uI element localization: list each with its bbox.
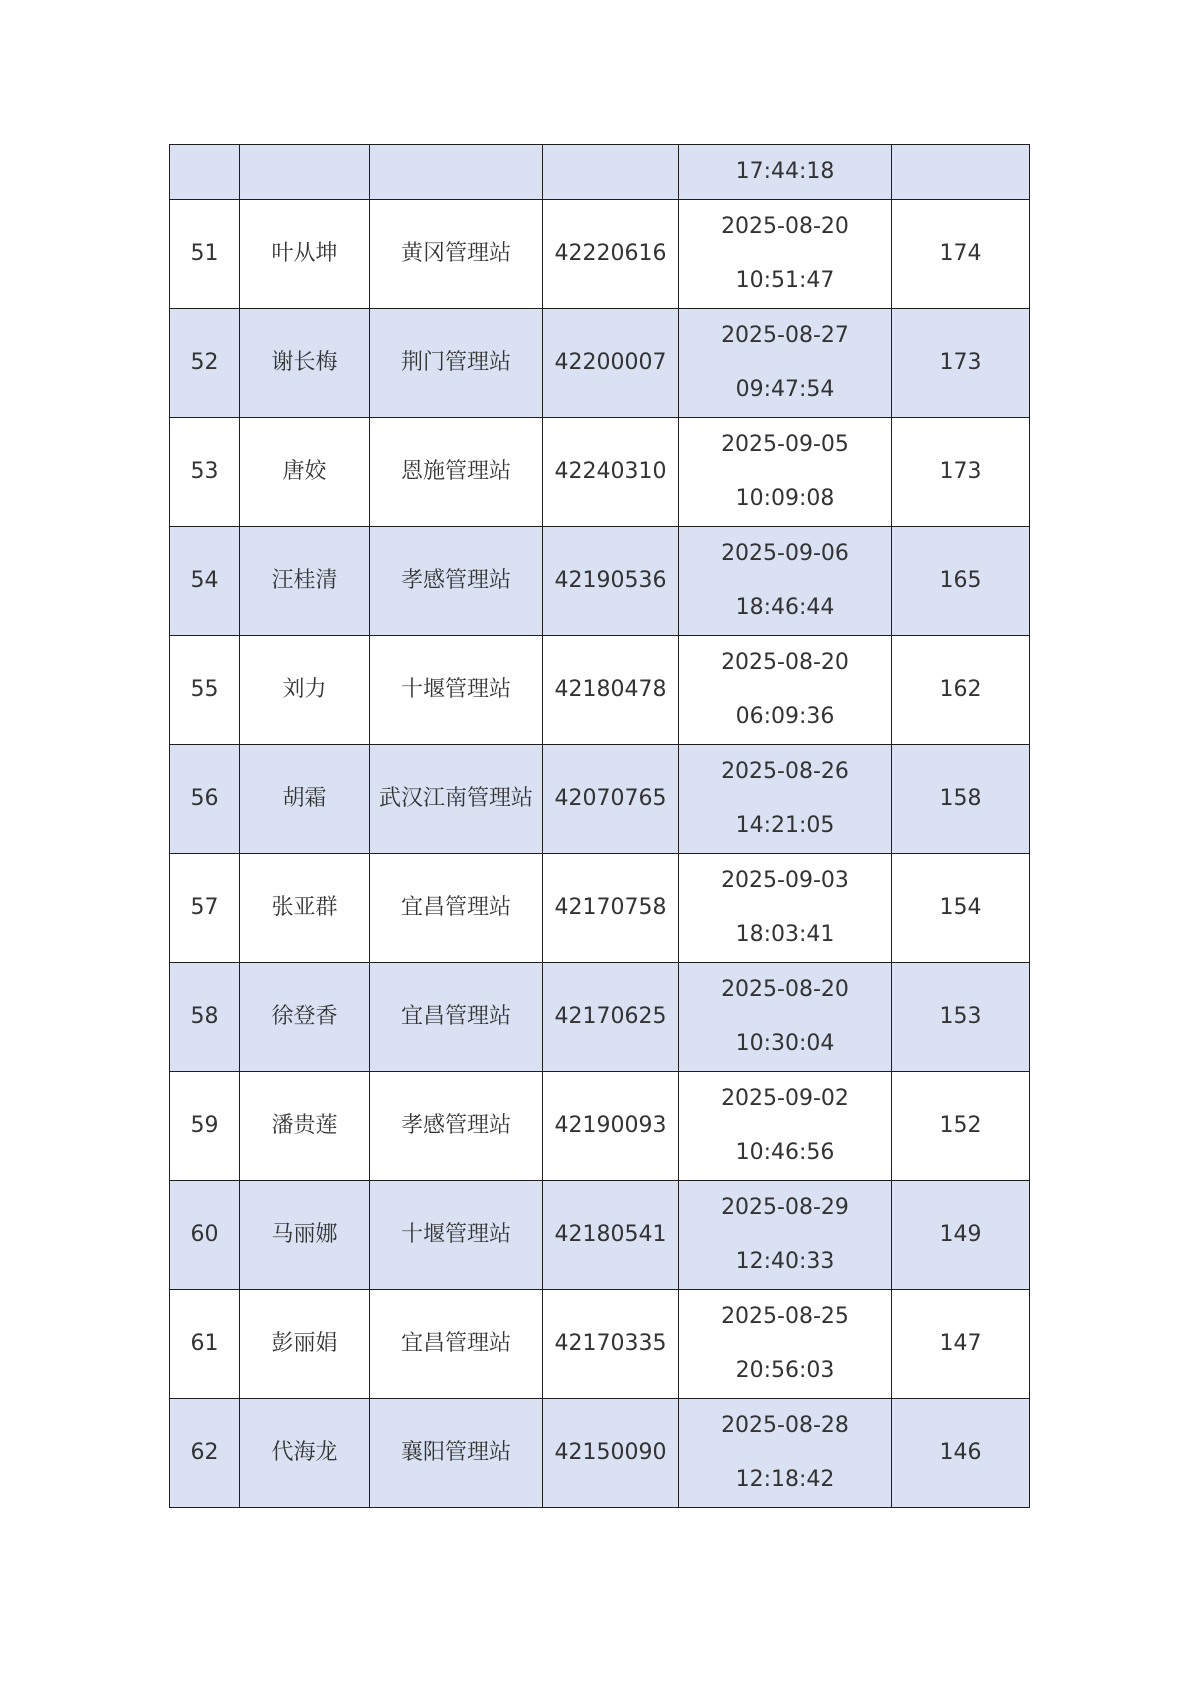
name-cell xyxy=(240,145,370,200)
datetime-cell xyxy=(679,1290,892,1399)
date-text: 2025-09-06 xyxy=(721,541,849,566)
time-text: 20:56:03 xyxy=(735,1358,835,1383)
name-cell: 彭丽娟 xyxy=(240,1290,370,1399)
name-cell: 张亚群 xyxy=(240,854,370,963)
date-text: 2025-08-20 xyxy=(721,214,849,239)
id-cell: 42220616 xyxy=(543,200,679,309)
date-text: 2025-08-29 xyxy=(721,1195,849,1220)
id-cell: 42240310 xyxy=(543,418,679,527)
time-text: 18:46:44 xyxy=(735,595,835,620)
ranking-table xyxy=(169,144,1030,1508)
table-row xyxy=(170,1181,1030,1290)
id-cell: 42190536 xyxy=(543,527,679,636)
datetime-cell xyxy=(679,1181,892,1290)
id-cell: 42180541 xyxy=(543,1181,679,1290)
date-text: 2025-08-27 xyxy=(721,323,849,348)
rank-cell: 62 xyxy=(170,1399,240,1508)
rank-cell: 58 xyxy=(170,963,240,1072)
score-cell: 158 xyxy=(892,745,1030,854)
score-cell: 147 xyxy=(892,1290,1030,1399)
table-row xyxy=(170,1399,1030,1508)
station-cell: 十堰管理站 xyxy=(370,636,543,745)
datetime-cell xyxy=(679,527,892,636)
score-cell: 153 xyxy=(892,963,1030,1072)
rank-cell: 57 xyxy=(170,854,240,963)
id-cell: 42170335 xyxy=(543,1290,679,1399)
rank-cell: 54 xyxy=(170,527,240,636)
datetime-cell xyxy=(679,963,892,1072)
id-cell: 42190093 xyxy=(543,1072,679,1181)
datetime-cell xyxy=(679,636,892,745)
station-cell: 孝感管理站 xyxy=(370,1072,543,1181)
table-row xyxy=(170,963,1030,1072)
name-cell: 刘力 xyxy=(240,636,370,745)
station-cell: 恩施管理站 xyxy=(370,418,543,527)
id-cell: 42070765 xyxy=(543,745,679,854)
date-text: 2025-09-05 xyxy=(721,432,849,457)
table-row xyxy=(170,745,1030,854)
id-cell: 42170758 xyxy=(543,854,679,963)
date-text: 2025-08-20 xyxy=(721,977,849,1002)
station-cell: 荆门管理站 xyxy=(370,309,543,418)
table-row xyxy=(170,854,1030,963)
time-text: 09:47:54 xyxy=(735,377,835,402)
id-cell xyxy=(543,145,679,200)
table-row xyxy=(170,418,1030,527)
datetime-cell xyxy=(679,745,892,854)
rank-cell: 55 xyxy=(170,636,240,745)
score-cell: 173 xyxy=(892,418,1030,527)
datetime-cell xyxy=(679,1399,892,1508)
station-cell: 黄冈管理站 xyxy=(370,200,543,309)
rank-cell: 52 xyxy=(170,309,240,418)
score-cell: 174 xyxy=(892,200,1030,309)
continuation-row xyxy=(170,145,1030,200)
id-cell: 42180478 xyxy=(543,636,679,745)
station-cell: 十堰管理站 xyxy=(370,1181,543,1290)
id-cell: 42170625 xyxy=(543,963,679,1072)
score-cell: 152 xyxy=(892,1072,1030,1181)
time-text: 10:51:47 xyxy=(735,268,835,293)
station-cell xyxy=(370,145,543,200)
name-cell: 汪桂清 xyxy=(240,527,370,636)
table-row xyxy=(170,1290,1030,1399)
score-cell: 154 xyxy=(892,854,1030,963)
rank-cell: 56 xyxy=(170,745,240,854)
time-text: 18:03:41 xyxy=(735,922,835,947)
rank-cell: 53 xyxy=(170,418,240,527)
id-cell: 42200007 xyxy=(543,309,679,418)
datetime-cell xyxy=(679,309,892,418)
date-text: 2025-08-20 xyxy=(721,650,849,675)
score-cell: 162 xyxy=(892,636,1030,745)
datetime-cell xyxy=(679,200,892,309)
time-text: 06:09:36 xyxy=(735,704,835,729)
id-cell: 42150090 xyxy=(543,1399,679,1508)
station-cell: 宜昌管理站 xyxy=(370,854,543,963)
name-cell: 谢长梅 xyxy=(240,309,370,418)
rank-cell: 59 xyxy=(170,1072,240,1181)
rank-cell: 60 xyxy=(170,1181,240,1290)
score-cell: 146 xyxy=(892,1399,1030,1508)
station-cell: 武汉江南管理站 xyxy=(370,745,543,854)
datetime-cell xyxy=(679,418,892,527)
rank-cell: 61 xyxy=(170,1290,240,1399)
date-text: 2025-09-03 xyxy=(721,868,849,893)
time-text: 12:18:42 xyxy=(735,1467,835,1492)
name-cell: 马丽娜 xyxy=(240,1181,370,1290)
table-row xyxy=(170,200,1030,309)
datetime-cell xyxy=(679,1072,892,1181)
time-text: 10:09:08 xyxy=(735,486,835,511)
date-text: 2025-08-26 xyxy=(721,759,849,784)
time-text: 14:21:05 xyxy=(735,813,835,838)
station-cell: 孝感管理站 xyxy=(370,527,543,636)
table-row xyxy=(170,636,1030,745)
table-row xyxy=(170,1072,1030,1181)
name-cell: 潘贵莲 xyxy=(240,1072,370,1181)
rank-cell xyxy=(170,145,240,200)
name-cell: 代海龙 xyxy=(240,1399,370,1508)
datetime-cell xyxy=(679,854,892,963)
datetime-cell xyxy=(679,145,892,200)
time-text: 10:30:04 xyxy=(735,1031,835,1056)
name-cell: 胡霜 xyxy=(240,745,370,854)
time-text: 10:46:56 xyxy=(735,1140,835,1165)
ranking-table-body xyxy=(170,145,1030,1508)
score-cell: 173 xyxy=(892,309,1030,418)
table-row xyxy=(170,309,1030,418)
name-cell: 徐登香 xyxy=(240,963,370,1072)
score-cell: 149 xyxy=(892,1181,1030,1290)
table-row xyxy=(170,527,1030,636)
station-cell: 襄阳管理站 xyxy=(370,1399,543,1508)
station-cell: 宜昌管理站 xyxy=(370,1290,543,1399)
date-text: 2025-08-25 xyxy=(721,1304,849,1329)
station-cell: 宜昌管理站 xyxy=(370,963,543,1072)
date-text: 2025-09-02 xyxy=(721,1086,849,1111)
time-text: 17:44:18 xyxy=(735,159,835,184)
score-cell: 165 xyxy=(892,527,1030,636)
date-text: 2025-08-28 xyxy=(721,1413,849,1438)
score-cell xyxy=(892,145,1030,200)
rank-cell: 51 xyxy=(170,200,240,309)
time-text: 12:40:33 xyxy=(735,1249,835,1274)
name-cell: 叶从坤 xyxy=(240,200,370,309)
name-cell: 唐姣 xyxy=(240,418,370,527)
